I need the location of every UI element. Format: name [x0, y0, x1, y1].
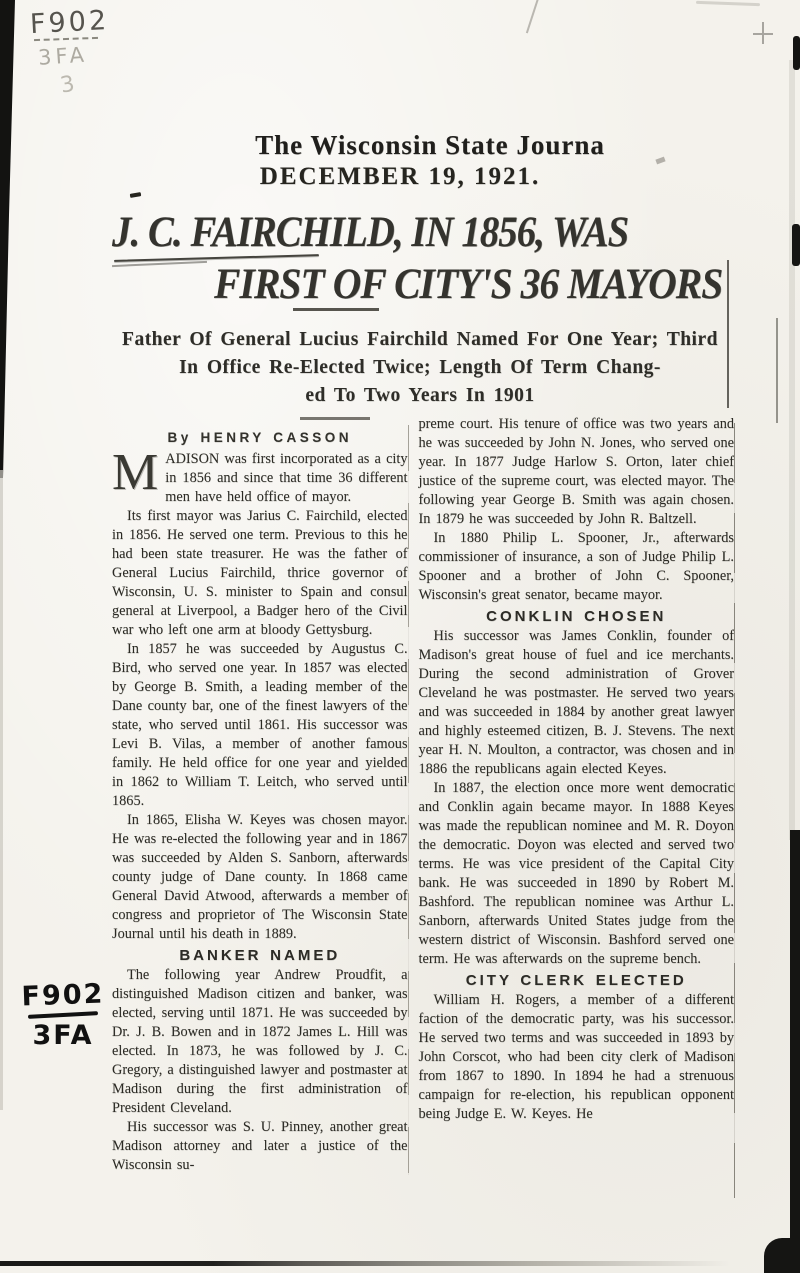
pencil-stroke — [526, 0, 540, 33]
paragraph: In 1865, Elisha W. Keyes was chosen mayor. He was re-elected the following year and in 1867 was succeeded by Alden S. Sanborn, afterwards county judge of Dane county. In 1868 came General David Atwood, afterwards a member of congress and proprietor of The Wisconsin State Journal until his death in 1889. — [112, 812, 408, 942]
section-heading: CONKLIN CHOSEN — [486, 608, 667, 625]
paragraph: In 1887, the election once more went democratic and Conklin again became mayor. In 1888 Keyes was made the republican nominee and M. R. Doyon the democratic. Doyon was elected and served two terms. He was vice president of the Capital City bank. He was succeeded in 1890 by Robert M. Bashford. The republican nominee was Arthur L. Sanborn, afterwards United States judge from the western district of Wisconsin. Bashford served one term. He was afterwards on the supreme bench. — [418, 780, 734, 967]
paragraph: In 1857 he was succeeded by Augustus C. Bird, who served one year. In 1857 was elected by George B. Smith, a leading member of the Dane county bar, one of the finest lawyers of the state, who served until 1861. His successor was Levi B. Vilas, a member of another famous family. He held office for one year and yielded in 1862 to William T. Leitch, who served until 1865. — [112, 641, 408, 809]
ink-blob — [793, 36, 800, 70]
headline-line-2: FIRST OF CITY'S 36 MAYORS — [214, 261, 723, 308]
headline-line-1: J. C. FAIRCHILD, IN 1856, WAS — [112, 209, 629, 256]
publication-title: The Wisconsin State Journa — [255, 130, 605, 160]
paragraph: preme court. His tenure of office was two years and he was succeeded by John N. Jones, who served one year. In 1877 Judge Harlow S. Orton, later chief justice of the supreme court, was elected mayor. The following year George B. Smith was again chosen. In 1879 he was succeeded by John R. Baltzell. — [418, 416, 734, 527]
hand-drawn-underline-faint — [112, 261, 207, 267]
handwritten-archive-code-margin — [18, 980, 108, 1051]
archive-code-3fa: 3FA — [37, 42, 89, 70]
pencil-cross-mark — [752, 22, 774, 44]
subheadline-line-2: In Office Re-Elected Twice; Length Of Term Chang- — [179, 357, 661, 378]
scan-edge-artifact-left — [0, 0, 18, 478]
left-column — [112, 415, 408, 1175]
paragraph-text: ADISON was first incorporated as a city in 1856 and since that time 36 different men have held office of mayor. — [165, 451, 408, 505]
fraction-bar — [28, 1011, 98, 1019]
archive-code-f902: F902 — [21, 978, 105, 1013]
byline: By HENRY CASSON — [167, 430, 353, 445]
archive-code-3: 3 — [58, 71, 77, 99]
article-body — [112, 415, 734, 1175]
decorative-rule — [293, 308, 379, 311]
ink-blob-corner — [764, 1238, 800, 1273]
pencil-scribble — [696, 1, 760, 6]
right-column — [409, 415, 734, 1175]
section-heading: CITY CLERK ELECTED — [465, 972, 687, 989]
bottom-scan-rule — [0, 1261, 760, 1266]
drop-cap: M — [112, 444, 159, 501]
subheadline-line-3: ed To Two Years In 1901 — [305, 385, 535, 406]
subheadline — [100, 326, 740, 410]
paragraph: William H. Rogers, a member of a different faction of the democratic party, was his successor. He served two terms and was succeeded in 1893 by John Corscot, who had been city clerk of Madison from 1867 to 1890. In 1894 he had a strenuous campaign for re-election, his republican opponent being Judge E. W. Keyes. He — [418, 992, 734, 1122]
scan-edge-artifact-left-faint — [0, 470, 3, 1110]
ink-mark — [130, 192, 142, 198]
paragraph: Its first mayor was Jarius C. Fairchild, elected in 1856. He served one term. Previous to this he had been state treasurer. He was the father of General Lucius Fairchild, thrice governor of Wisconsin, U. S. minister to Spain and consul general at Liverpool, a Badger hero of the Civil war who left one arm at bloody Gettysburg. — [112, 508, 408, 638]
paragraph: In 1880 Philip L. Spooner, Jr., afterwards commissioner of insurance, a son of Judge Philip L. Spooner and a brother of John C. Spooner, Wisconsin's great senator, became mayor. — [418, 530, 734, 603]
scan-edge-artifact-right-faint — [789, 60, 795, 840]
column-rule-subhead — [776, 318, 778, 423]
paragraph: His successor was S. U. Pinney, another great Madison attorney and later a justice of the Wisconsin su- — [112, 1119, 408, 1173]
column-rule-right — [734, 423, 735, 1198]
scan-edge-artifact-right — [790, 830, 800, 1273]
publication-date: DECEMBER 19, 1921. — [259, 163, 541, 190]
headline — [112, 208, 752, 309]
section-heading: BANKER NAMED — [179, 947, 341, 964]
ink-blob — [792, 224, 800, 266]
archive-code-f902: F902 — [29, 5, 110, 41]
masthead — [140, 130, 720, 191]
archive-code-3fa: 3FA — [32, 1020, 94, 1051]
subheadline-line-1: Father Of General Lucius Fairchild Named For One Year; Third — [122, 329, 718, 350]
paragraph: The following year Andrew Proudfit, a distinguished Madison citizen and banker, was elected, serving until 1871. He was succeeded by Dr. J. B. Bowen and in 1872 James L. Hill was elected. In 1873, he was followed by J. C. Gregory, a distinguished lawyer and postmaster at Madison during the first administration of President Cleveland. — [112, 967, 408, 1116]
handwritten-archive-code-top — [29, 5, 150, 99]
paragraph: His successor was James Conklin, founder of Madison's great house of fuel and ice merchants. During the second administration of Grover Cleveland he was postmaster. He served two years and was succeeded in 1884 by another great lawyer and highly esteemed citizen, B. J. Stevens. The next year H. N. Moulton, a contractor, was chosen and in 1886 the republicans again elected Keyes. — [418, 628, 734, 777]
lead-paragraph — [112, 444, 408, 507]
